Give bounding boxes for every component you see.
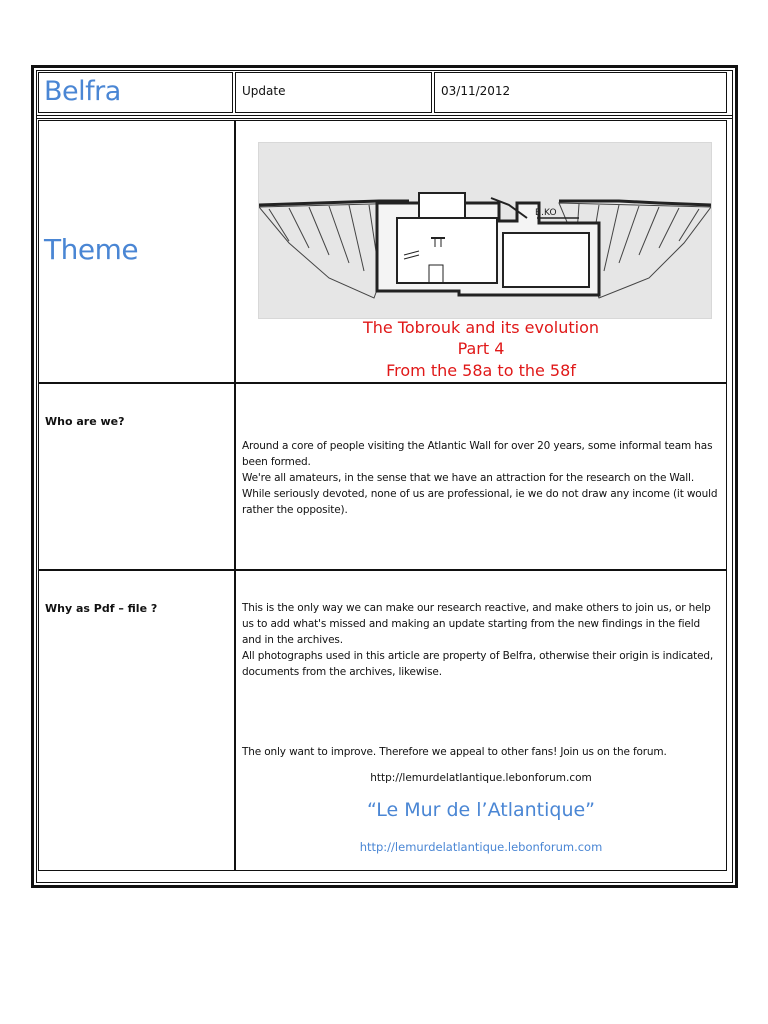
why-content-cell: [235, 570, 727, 871]
update-label: Update: [242, 84, 286, 98]
belfra-logo: Belfra: [44, 76, 121, 107]
header-divider: [36, 115, 733, 116]
header-divider-second: [36, 118, 733, 119]
who-are-we-heading: Who are we?: [45, 415, 125, 428]
theme-content-cell: [235, 120, 727, 383]
date-cell: [434, 72, 727, 113]
theme-heading: Theme: [44, 233, 139, 266]
who-paragraph-2: We're all amateurs, in the sense that we have an attraction for the research on the Wall.: [242, 472, 695, 484]
who-content-cell: [235, 383, 727, 570]
why-appeal-text: The only want to improve. Therefore we appeal to other fans! Join us on the forum.: [242, 746, 667, 758]
theme-title-line-1: The Tobrouk and its evolution: [362, 318, 599, 337]
forum-link[interactable]: http://lemurdelatlantique.lebonforum.com: [359, 840, 603, 854]
who-label-cell: [38, 383, 235, 570]
forum-name-heading: “Le Mur de l’Atlantique”: [366, 799, 596, 821]
why-paragraph-1: This is the only way we can make our research reactive, and make others to join us, or help us to add what's missed and making an update starting from the new findings in the field and in the archives.: [242, 602, 711, 646]
who-paragraph-3: While seriously devoted, none of us are professional, ie we do not draw any income (it would rather the opposite).: [242, 488, 718, 516]
bunker-sketch-icon: [259, 143, 711, 318]
update-date: 03/11/2012: [441, 84, 511, 98]
theme-title-line-3: From the 58a to the 58f: [386, 361, 576, 380]
drawing-annotation: B.KO: [535, 208, 557, 218]
theme-title-line-2: Part 4: [457, 339, 505, 358]
why-paragraph-2: All photographs used in this article are property of Belfra, otherwise their origin is indicated, documents from the archives, likewise.: [242, 650, 714, 678]
theme-label-cell: [38, 120, 235, 383]
tobrouk-cross-section-drawing: [258, 142, 712, 319]
why-label-cell: [38, 570, 235, 871]
forum-url-text: http://lemurdelatlantique.lebonforum.com: [370, 772, 592, 784]
logo-cell: [38, 72, 233, 113]
why-pdf-heading: Why as Pdf – file ?: [45, 602, 158, 615]
update-cell: [235, 72, 432, 113]
who-paragraph-1: Around a core of people visiting the Atlantic Wall for over 20 years, some informal team has been formed.: [242, 440, 713, 468]
